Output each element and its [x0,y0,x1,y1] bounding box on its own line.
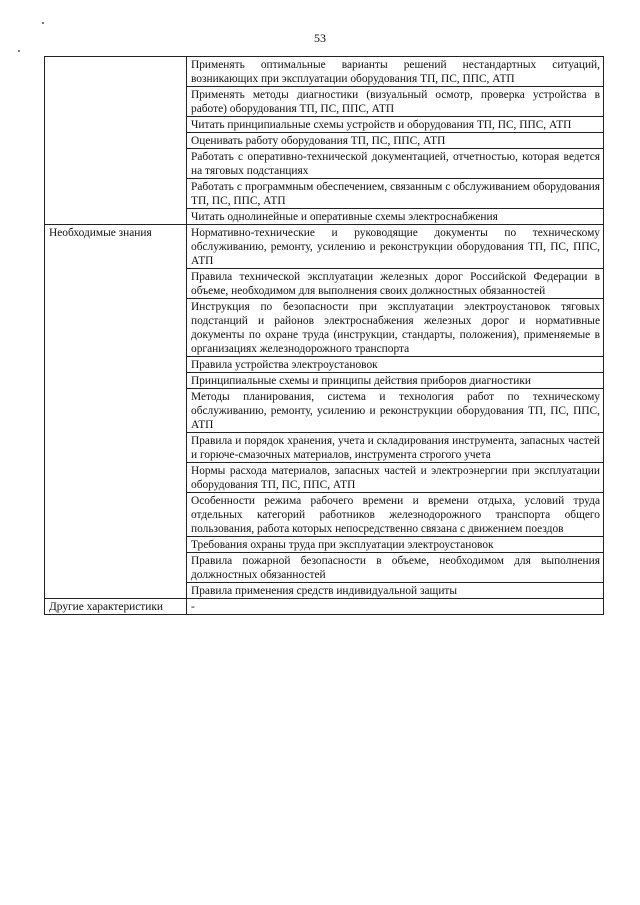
skill-item: Применять оптимальные варианты решений нестандартных ситуаций, возникающих при эксплуатации оборудования ТП, ПС, ППС, АТП [187,57,604,87]
other-label: Другие характеристики [45,599,187,615]
skill-item: Читать однолинейные и оперативные схемы электроснабжения [187,209,604,225]
knowledge-item: Правила устройства электроустановок [187,357,604,373]
knowledge-item: Нормативно-технические и руководящие документы по техническому обслуживанию, ремонту, усилению и реконструкции оборудования ТП, ПС, ППС, АТП [187,225,604,269]
knowledge-item: Нормы расхода материалов, запасных частей и электроэнергии при эксплуатации оборудования ТП, ПС, ППС, АТП [187,463,604,493]
knowledge-item: Правила применения средств индивидуальной защиты [187,583,604,599]
skill-item: Читать принципиальные схемы устройств и оборудования ТП, ПС, ППС, АТП [187,117,604,133]
knowledge-item: Методы планирования, система и технология работ по техническому обслуживанию, ремонту, усилению и реконструкции оборудования ТП, ПС, ППС, АТП [187,389,604,433]
knowledge-item: Правила пожарной безопасности в объеме, необходимом для выполнения должностных обязанностей [187,553,604,583]
skill-item: Работать с программным обеспечением, связанным с обслуживанием оборудования ТП, ПС, ППС, АТП [187,179,604,209]
skill-item: Оценивать работу оборудования ТП, ПС, ППС, АТП [187,133,604,149]
knowledge-item: Правила технической эксплуатации железных дорог Российской Федерации в объеме, необходимом для выполнения своих должностных обязанностей [187,269,604,299]
scan-speck [42,22,44,24]
page-number: 53 [314,31,326,45]
knowledge-item: Особенности режима рабочего времени и времени отдыха, условий труда отдельных категорий работников железнодорожного транспорта общего пользования, работа которых непосредственно связана с движением поездов [187,493,604,537]
skills-label-cell [45,57,187,225]
table-row [45,225,604,269]
skill-item: Работать с оперативно-технической документацией, отчетностью, которая ведется на тяговых подстанциях [187,149,604,179]
knowledge-item: Инструкция по безопасности при эксплуатации электроустановок тяговых подстанций и районов электроснабжения железных дорог и нормативные документы по охране труда (инструкции, стандарты, положения), применяемые в организациях железнодорожного транспорта [187,299,604,357]
skill-item: Применять методы диагностики (визуальный осмотр, проверка устройства в работе) оборудования ТП, ПС, ППС, АТП [187,87,604,117]
table-row [45,57,604,87]
scan-speck [18,50,20,52]
knowledge-item: Принципиальные схемы и принципы действия приборов диагностики [187,373,604,389]
qualification-table [44,56,604,615]
knowledge-item: Правила и порядок хранения, учета и складирования инструмента, запасных частей и горюче-смазочных материалов, инструмента строгого учета [187,433,604,463]
other-value: - [187,599,604,615]
knowledge-item: Требования охраны труда при эксплуатации электроустановок [187,537,604,553]
table-row [45,599,604,615]
knowledge-label: Необходимые знания [45,225,187,599]
